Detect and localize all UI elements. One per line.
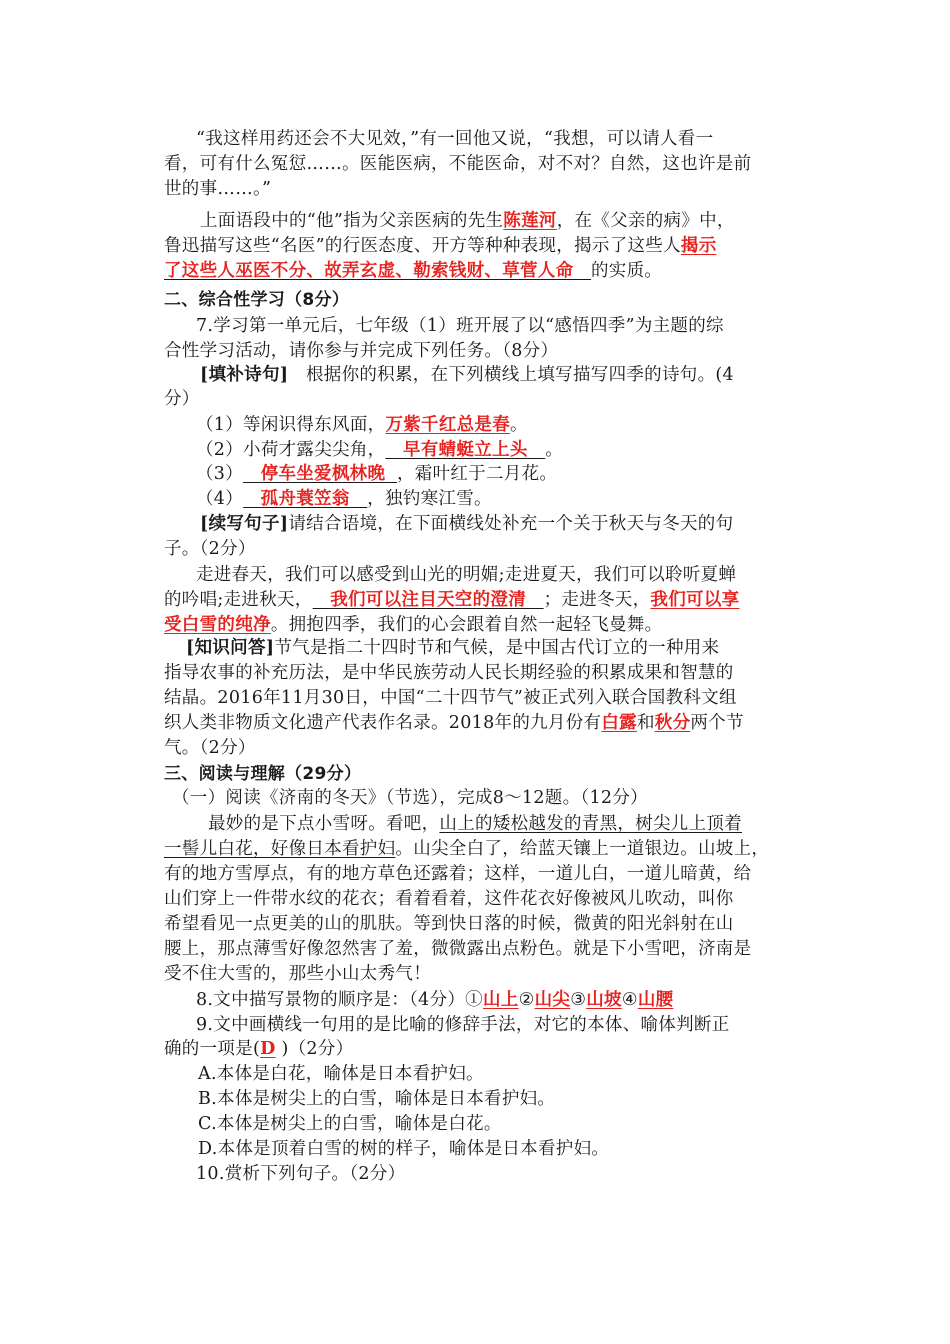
answer-q9: D (260, 1039, 276, 1059)
fill-line1 (200, 363, 734, 387)
know-text: 织人类非物质文化遗产代表作名录。2018年的九月份有 (164, 713, 602, 733)
passage-line1 (208, 812, 742, 836)
know-text: 节气是指二十四时节和气候，是中国古代订立的一种用来 (274, 638, 720, 658)
know-line1 (186, 636, 719, 660)
answer-blank (164, 261, 591, 281)
cont-text: 。拥抱四季，我们的心会跟着自然一起轻飞曼舞。 (270, 615, 663, 635)
q8-text: 8.文中描写景物的顺序是：（4分）① (196, 990, 483, 1010)
q9-line1: 9.文中画横线一句用的是比喻的修辞手法，对它的本体、喻体判断正 (196, 1015, 730, 1035)
poem-line4 (196, 487, 492, 511)
q9-text: 确的一项是( (164, 1039, 261, 1059)
section-title-reading: 三、阅读与理解（29分） (164, 764, 362, 784)
answer-q8-2: 山尖 (534, 990, 571, 1010)
q10-line: 10.赏析下列句子。（2分） (196, 1164, 406, 1184)
para1-line2: 看，可有什么冤愆……。医能医病，不能医命，对不对？自然，这也许是前 (164, 154, 752, 174)
poem-text: （1）等闲识得东风面， (196, 415, 386, 435)
know-tag: [知识问答] (186, 638, 275, 658)
answer-essence: 了这些人巫医不分、故弄玄虚、勒索钱财、草菅人命 (164, 261, 574, 281)
poem-text: 。 (545, 440, 564, 460)
answer-poem4: 孤舟蓑笠翁 (260, 489, 350, 509)
answer-blank (243, 464, 397, 484)
poem-text: （4） (196, 489, 244, 509)
answer-blank (243, 489, 367, 509)
poem-text: 。 (510, 415, 528, 435)
answer-q8-1: 山上 (482, 990, 519, 1010)
passage-text: 最妙的是下点小雪呀。看吧， (208, 814, 440, 834)
q7-line1: 7.学习第一单元后，七年级（1）班开展了以“感悟四季”为主题的综 (196, 316, 724, 336)
answer-q8-4: 山腰 (637, 990, 674, 1010)
passage-line6: 腰上，那点薄雪好像忽然害了羞，微微露出点粉色。就是下小雪吧，济南是 (164, 939, 752, 959)
cont-line2: 子。（2分） (164, 539, 256, 559)
answer-blank (313, 590, 544, 610)
answer-winter-part1: 我们可以享 (650, 590, 740, 610)
para2-line1 (200, 209, 735, 233)
reading-part1-title: （一）阅读《济南的冬天》（节选），完成8～12题。（12分） (172, 788, 648, 808)
q9-option-c: C.本体是树尖上的白雪，喻体是白花。 (198, 1114, 502, 1134)
answer-poem1: 万紫千红总是春 (385, 415, 511, 435)
answer-autumn: 我们可以注目天空的澄清 (330, 590, 527, 610)
para2-text: ，在《父亲的病》中， (556, 211, 735, 231)
q7-line2: 合性学习活动，请你参与并完成下列任务。（8分） (164, 341, 559, 361)
q9-option-a: A.本体是白花，喻体是日本看护妇。 (198, 1064, 484, 1084)
cont-text: 的吟唱;走进秋天， (164, 590, 313, 610)
para2-text: 上面语段中的“他”指为父亲医病的先生 (200, 211, 504, 231)
poem-line2 (196, 438, 563, 462)
passage-line5: 希望看见一点更美的山的肌肤。等到快日落的时候，微黄的阳光斜射在山 (164, 914, 734, 934)
q9-text: )（2分） (275, 1039, 354, 1059)
q8-text: ② (518, 990, 535, 1010)
know-text: 两个节 (690, 713, 744, 733)
fill-tag: [填补诗句] (200, 365, 289, 385)
answer-blank (385, 440, 545, 460)
section-title-comprehensive: 二、综合性学习（8分） (164, 290, 350, 310)
know-line3: 结晶。2016年11月30日，中国“二十四节气”被正式列入联合国教科文组 (164, 688, 737, 708)
answer-q8-3: 山坡 (586, 990, 622, 1010)
know-line2: 指导农事的补充历法，是中华民族劳动人民长期经验的积累成果和智慧的 (164, 663, 734, 683)
poem-line1 (196, 413, 528, 437)
para2-text: 鲁迅描写这些“名医”的行医态度、开方等种种表现，揭示了这些人 (164, 236, 681, 256)
answer-poem3: 停车坐爱枫林晚 (260, 464, 386, 484)
passage-line7: 受不住大雪的，那些小山太秀气！ (164, 964, 431, 984)
answer-doctor-name: 陈莲河 (503, 211, 557, 231)
para1-line3: 世的事……。” (164, 179, 272, 199)
passage-line2 (164, 837, 769, 861)
cont-text-line3 (164, 613, 662, 637)
passage-text: 。山尖全白了，给蓝天镶上一道银边。山坡上， (395, 839, 770, 859)
know-line5: 气。（2分） (164, 738, 256, 758)
passage-underlined: 山上的矮松越发的青黑，树尖儿上顶着 (439, 814, 743, 834)
fill-instruction: 根据你的积累，在下列横线上填写描写四季的诗句。(4 (305, 365, 734, 385)
cont-tag: [续写句子] (200, 514, 289, 534)
cont-instruction: 请结合语境，在下面横线处补充一个关于秋天与冬天的句 (288, 514, 734, 534)
cont-text-line1: 走进春天，我们可以感受到山光的明媚;走进夏天，我们可以聆听夏蝉 (196, 565, 737, 585)
q9-option-d: D.本体是顶着白雪的树的样子，喻体是日本看护妇。 (198, 1139, 610, 1159)
know-line4 (164, 711, 744, 735)
passage-underlined: 一髻儿白花，好像日本看护妇 (164, 839, 396, 859)
fill-line2: 分） (164, 389, 200, 409)
cont-line1 (200, 512, 733, 536)
answer-reveal: 揭示 (680, 236, 717, 256)
answer-solar-term1: 白露 (601, 713, 637, 733)
poem-text: （2）小荷才露尖尖角， (196, 440, 386, 460)
poem-text: （3） (196, 464, 244, 484)
cont-text: ；走进冬天， (543, 590, 651, 610)
q9-option-b: B.本体是树尖上的白雪，喻体是日本看护妇。 (198, 1089, 556, 1109)
answer-winter-part2: 受白雪的纯净 (164, 615, 271, 635)
para1-line1: “我这样用药还会不大见效，”有一回他又说，“我想，可以请人看一 (196, 129, 714, 149)
para2-text: 的实质。 (591, 261, 663, 281)
poem-text: ，霜叶红于二月花。 (396, 464, 558, 484)
q8-text: ③ (570, 990, 587, 1010)
answer-solar-term2: 秋分 (654, 713, 691, 733)
passage-line4: 山们穿上一件带水纹的花衣；看着看着，这件花衣好像被风儿吹动，叫你 (164, 889, 734, 909)
poem-line3 (196, 462, 557, 486)
passage-line3: 有的地方雪厚点，有的地方草色还露着；这样，一道儿白，一道儿暗黄，给 (164, 864, 752, 884)
q8-text: ④ (621, 990, 638, 1010)
para2-line2 (164, 234, 717, 258)
cont-text-line2 (164, 588, 739, 612)
know-text: 和 (636, 713, 655, 733)
q9-line2 (164, 1037, 353, 1061)
para2-line3 (164, 259, 662, 283)
answer-poem2: 早有蜻蜓立上头 (403, 440, 528, 460)
q8-line (196, 988, 673, 1012)
poem-text: ，独钓寒江雪。 (367, 489, 492, 509)
